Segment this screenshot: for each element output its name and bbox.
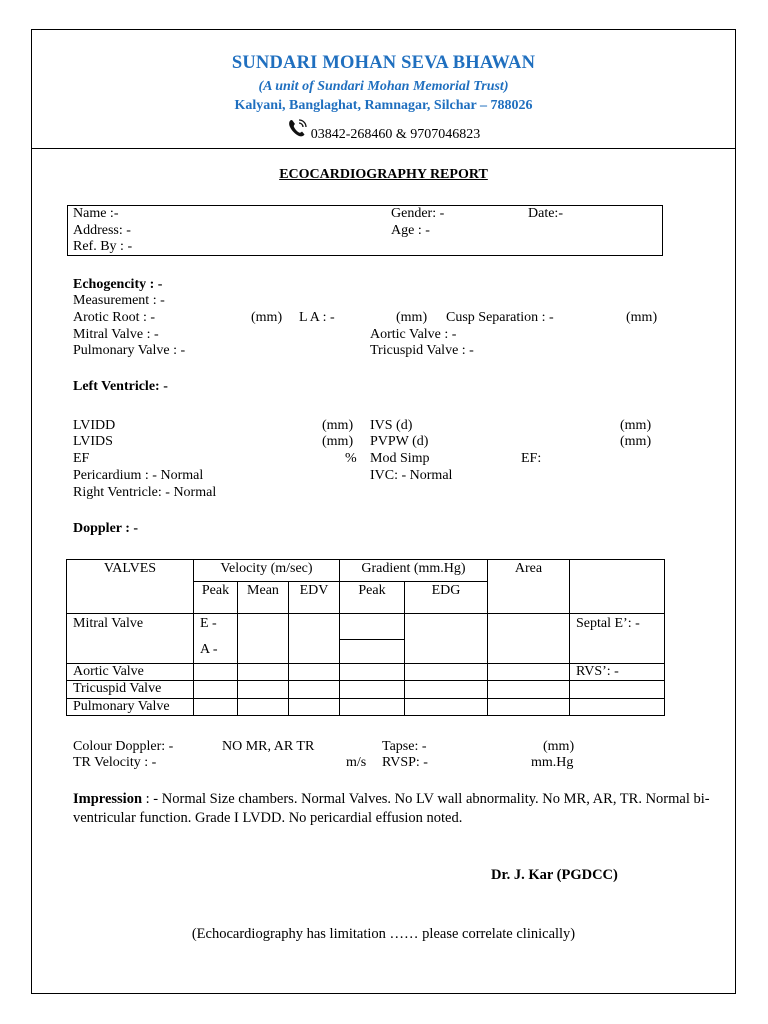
lvidd-unit: (mm) (322, 418, 354, 433)
doppler-heading: Doppler : - (73, 521, 139, 536)
measurement: Measurement : - (73, 293, 165, 308)
tapse-unit: (mm) (543, 739, 575, 754)
patient-info-box (67, 205, 663, 256)
mitral-edv (289, 614, 340, 664)
pvpw-unit: (mm) (620, 434, 652, 449)
la: L A : - (299, 310, 335, 325)
org-name: SUNDARI MOHAN SEVA BHAWAN (231, 53, 536, 73)
pulmonary-valve: Pulmonary Valve : - (73, 343, 186, 358)
pulmonary-area (488, 699, 570, 716)
aortic-root: Arotic Root : - (73, 310, 156, 325)
col-extra (570, 560, 665, 614)
sub-edv: EDV (289, 582, 340, 614)
pulmonary-edg (405, 699, 488, 716)
mitral-gradient-peak-e (340, 614, 405, 640)
mitral-e: E - (200, 616, 217, 631)
patient-gender: Gender: - (391, 206, 445, 221)
mitral-area (488, 614, 570, 664)
pulmonary-extra (570, 699, 665, 716)
aortic-mean (238, 664, 289, 681)
aortic-gpeak (340, 664, 405, 681)
report-title: ECOCARDIOGRAPHY REPORT (279, 167, 488, 182)
header-divider (31, 148, 736, 149)
aortic-area (488, 664, 570, 681)
mitral-mean (238, 614, 289, 664)
disclaimer: (Echocardiography has limitation …… please correlate clinically) (191, 926, 576, 942)
ef-unit: % (345, 451, 357, 466)
row-tricuspid-label: Tricuspid Valve (67, 681, 194, 699)
col-valves: VALVES (67, 560, 194, 614)
tricuspid-mean (238, 681, 289, 699)
sub-peak: Peak (194, 582, 238, 614)
lvids: LVIDS (73, 434, 113, 449)
right-ventricle: Right Ventricle: - Normal (73, 485, 217, 500)
sub-edg: EDG (405, 582, 488, 614)
sub-mean: Mean (238, 582, 289, 614)
mitral-valve: Mitral Valve : - (73, 327, 159, 342)
doppler-header-row (67, 560, 665, 582)
doctor-signature: Dr. J. Kar (PGDCC) (491, 867, 618, 883)
echogenicity: Echogencity : - (73, 277, 163, 292)
mod-simp: Mod Simp (370, 451, 430, 466)
tricuspid-extra (570, 681, 665, 699)
mitral-gradient-peak-a (340, 640, 405, 664)
col-area: Area (488, 560, 570, 614)
impression-text: : - Normal Size chambers. Normal Valves. No LV wall abnormality. No MR, AR, TR. Normal bi-ventricular function. Grade I LVDD. No pericardial effusion noted. (73, 791, 710, 826)
patient-age: Age : - (391, 223, 430, 238)
org-subtitle: (A unit of Sundari Mohan Memorial Trust) (258, 79, 509, 94)
rvsp-unit: mm.Hg (531, 755, 574, 770)
pulmonary-row (67, 699, 665, 716)
row-pulmonary-label: Pulmonary Valve (67, 699, 194, 716)
pericardium: Pericardium : - Normal (73, 468, 204, 483)
tricuspid-edv (289, 681, 340, 699)
cusp-separation: Cusp Separation : - (446, 310, 554, 325)
patient-name: Name :- (73, 206, 119, 221)
septal-e: Septal E’: - (570, 614, 665, 664)
tricuspid-edg (405, 681, 488, 699)
lv-heading: Left Ventricle: - (73, 379, 168, 394)
tricuspid-valve: Tricuspid Valve : - (370, 343, 474, 358)
tapse: Tapse: - (382, 739, 427, 754)
mitral-edg (405, 614, 488, 664)
col-velocity: Velocity (m/sec) (194, 560, 340, 582)
row-aortic-label: Aortic Valve (67, 664, 194, 681)
cusp-unit: (mm) (626, 310, 658, 325)
phone-row (31, 118, 736, 145)
aortic-valve: Aortic Valve : - (370, 327, 457, 342)
ef: EF (73, 451, 90, 466)
doppler-table (66, 559, 665, 716)
phone-icon (287, 118, 309, 145)
ivs: IVS (d) (370, 418, 413, 433)
report-date: Date:- (528, 206, 563, 221)
phone-numbers: 03842-268460 & 9707046823 (310, 127, 481, 142)
pulmonary-mean (238, 699, 289, 716)
pulmonary-gpeak (340, 699, 405, 716)
pvpw: PVPW (d) (370, 434, 429, 449)
org-address: Kalyani, Banglaghat, Ramnagar, Silchar – 788026 (234, 98, 533, 113)
colour-doppler-value: NO MR, AR TR (222, 739, 315, 754)
col-gradient: Gradient (mm.Hg) (340, 560, 488, 582)
aortic-row (67, 664, 665, 681)
patient-address: Address: - (73, 223, 131, 238)
tr-velocity: TR Velocity : - (73, 755, 157, 770)
lvids-unit: (mm) (322, 434, 354, 449)
colour-doppler: Colour Doppler: - (73, 739, 174, 754)
sub-gradient-peak: Peak (340, 582, 405, 614)
ivs-unit: (mm) (620, 418, 652, 433)
rvs: RVS’: - (570, 664, 665, 681)
impression-label: Impression (73, 791, 143, 807)
tricuspid-area (488, 681, 570, 699)
impression (73, 790, 713, 828)
aortic-peak (194, 664, 238, 681)
aortic-root-unit: (mm) (251, 310, 283, 325)
rvsp: RVSP: - (382, 755, 428, 770)
ef-mod-simp: EF: (521, 451, 542, 466)
mitral-row-e (67, 614, 665, 640)
tricuspid-row (67, 681, 665, 699)
mitral-a: A - (200, 642, 218, 657)
la-unit: (mm) (396, 310, 428, 325)
referred-by: Ref. By : - (73, 239, 133, 254)
pulmonary-edv (289, 699, 340, 716)
aortic-edg (405, 664, 488, 681)
lvidd: LVIDD (73, 418, 116, 433)
tricuspid-gpeak (340, 681, 405, 699)
row-mitral-label: Mitral Valve (67, 614, 194, 664)
tricuspid-peak (194, 681, 238, 699)
tr-velocity-unit: m/s (346, 755, 367, 770)
pulmonary-peak (194, 699, 238, 716)
aortic-edv (289, 664, 340, 681)
mitral-peak (194, 614, 238, 664)
ivc: IVC: - Normal (370, 468, 453, 483)
